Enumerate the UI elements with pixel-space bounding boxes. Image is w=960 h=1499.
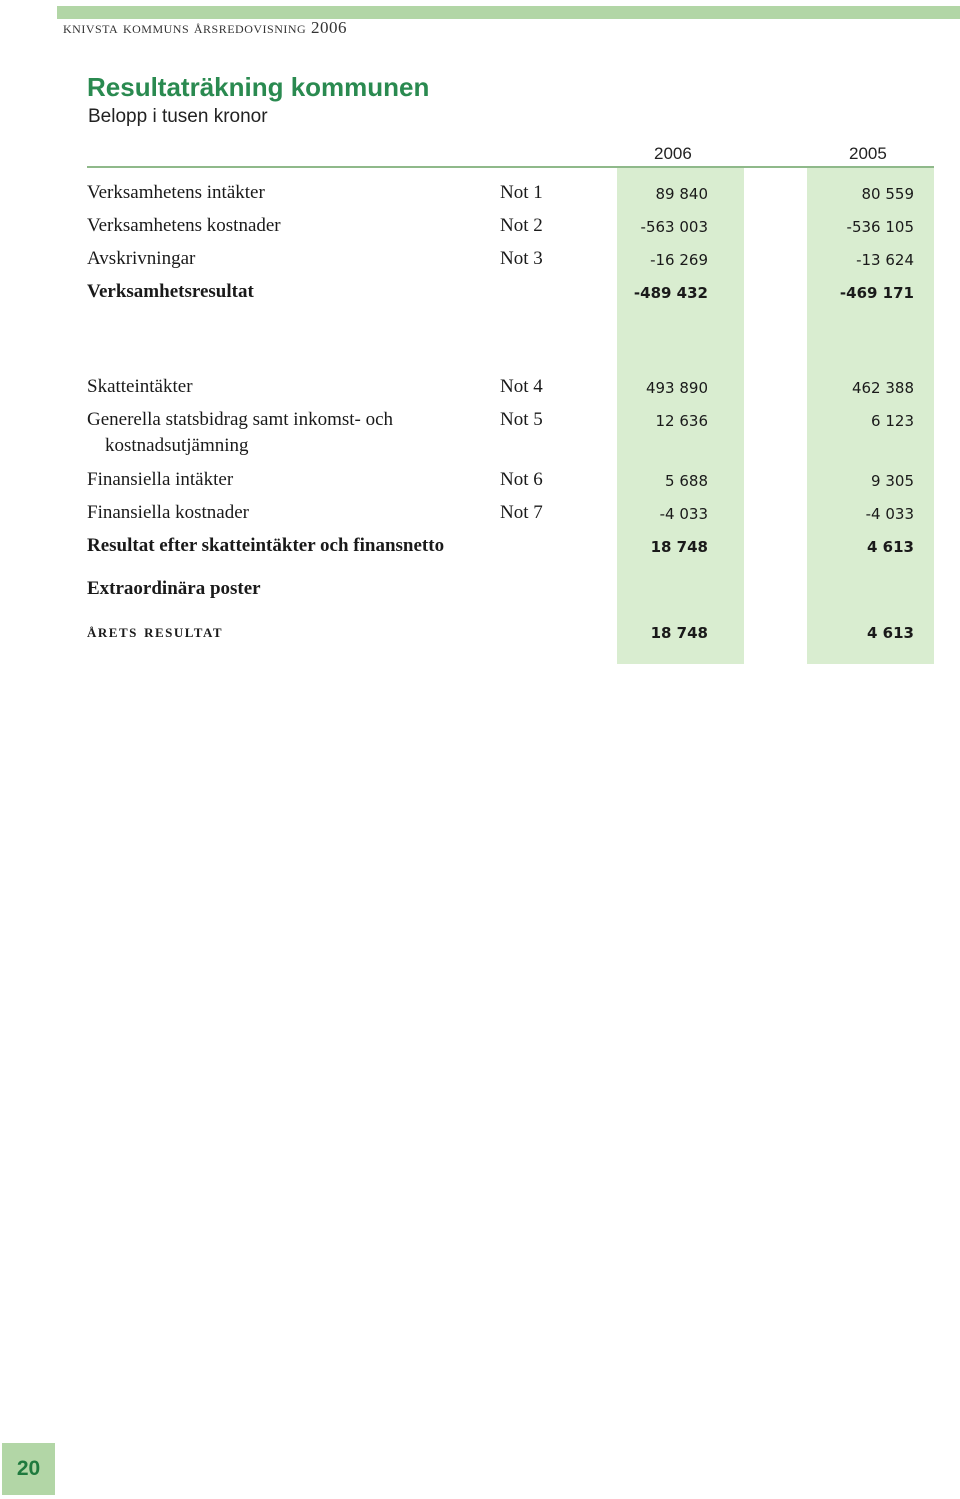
value-2006: -489 432 xyxy=(633,284,708,302)
value-2006: -16 269 xyxy=(650,251,708,269)
value-2006: 18 748 xyxy=(650,624,708,642)
value-2006: -563 003 xyxy=(640,218,708,236)
page-number: 20 xyxy=(16,1457,41,1480)
value-2005: -4 033 xyxy=(865,505,914,523)
table-row xyxy=(0,213,960,243)
value-2005: 6 123 xyxy=(871,412,914,430)
row-label: Finansiella intäkter xyxy=(87,469,234,490)
row-label: Skatteintäkter xyxy=(87,376,193,397)
table-row xyxy=(0,407,960,463)
row-label: Extraordinära poster xyxy=(87,578,261,599)
value-2006: 89 840 xyxy=(655,185,708,203)
value-2005: 4 613 xyxy=(867,624,914,642)
table-row xyxy=(0,467,960,497)
value-2005: 462 388 xyxy=(851,379,914,397)
subtotal-row xyxy=(0,279,960,309)
row-label: Verksamhetsresultat xyxy=(87,281,254,302)
value-2005: 80 559 xyxy=(861,185,914,203)
value-2006: 493 890 xyxy=(645,379,708,397)
row-label: Finansiella kostnader xyxy=(87,502,249,523)
value-2005: 4 613 xyxy=(867,538,914,556)
row-note: Not 6 xyxy=(500,469,543,490)
value-2005: -469 171 xyxy=(839,284,914,302)
page-title: Resultaträkning kommunen xyxy=(87,72,430,102)
row-note: Not 3 xyxy=(500,248,543,269)
year-header-2005: 2005 xyxy=(849,144,887,163)
year-header-2006: 2006 xyxy=(654,144,692,163)
total-row xyxy=(0,619,960,649)
value-2006: 5 688 xyxy=(665,472,708,490)
row-label-continued: kostnadsutjämning xyxy=(105,435,249,456)
page-subtitle: Belopp i tusen kronor xyxy=(88,106,268,127)
row-label: Generella statsbidrag samt inkomst- och xyxy=(87,409,394,430)
value-2006: 18 748 xyxy=(650,538,708,556)
table-row xyxy=(0,246,960,276)
table-row xyxy=(0,576,960,606)
table-row xyxy=(0,180,960,210)
row-note: Not 5 xyxy=(500,409,543,430)
table-row xyxy=(0,374,960,404)
value-2006: -4 033 xyxy=(659,505,708,523)
row-note: Not 4 xyxy=(500,376,543,397)
row-note: Not 7 xyxy=(500,502,543,523)
subtotal-row xyxy=(0,533,960,563)
row-label: Verksamhetens kostnader xyxy=(87,215,281,236)
page-number-box xyxy=(2,1443,55,1495)
row-label: Resultat efter skatteintäkter och finansnetto xyxy=(87,535,445,556)
value-2005: -536 105 xyxy=(846,218,914,236)
table-row xyxy=(0,500,960,530)
value-2005: -13 624 xyxy=(856,251,914,269)
header-rule xyxy=(87,166,934,168)
row-label: årets resultat xyxy=(87,621,224,642)
row-label: Verksamhetens intäkter xyxy=(87,182,265,203)
value-2005: 9 305 xyxy=(871,472,914,490)
row-note: Not 1 xyxy=(500,182,543,203)
row-label: Avskrivningar xyxy=(87,248,196,269)
running-head: knivsta kommuns årsredovisning 2006 xyxy=(63,18,347,37)
row-note: Not 2 xyxy=(500,215,543,236)
value-2006: 12 636 xyxy=(655,412,708,430)
